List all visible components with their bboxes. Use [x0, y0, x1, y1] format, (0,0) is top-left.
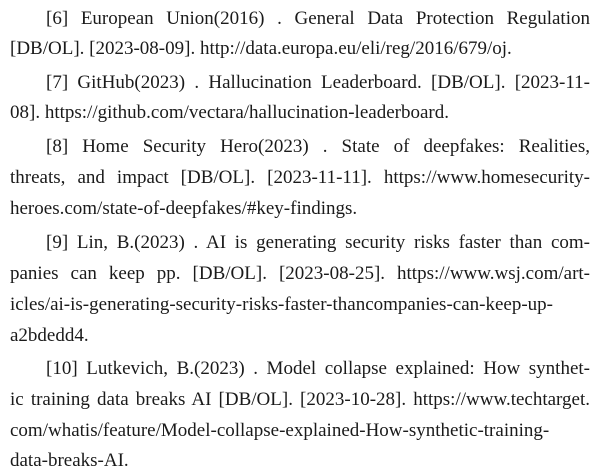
reference-line: data-breaks-AI. [10, 450, 129, 471]
reference-line: [DB/OL]. [2023-08-09]. http://data.europa.eu/eli/reg/2016/679/oj. [10, 38, 512, 59]
reference-line: icles/ai-is-generating-security-risks-faster-thancompanies-can-keep-up- [10, 294, 553, 315]
reference-line: com/whatis/feature/Model-collapse-explained-How-synthetic-training- [10, 420, 550, 441]
reference-line: ic training data breaks AI [DB/OL]. [2023-10-28]. https://www.techtarget. [10, 389, 590, 410]
reference-line: a2bdedd4. [10, 325, 89, 346]
reference-line: 08]. https://github.com/vectara/hallucination-leaderboard. [10, 102, 449, 123]
reference-line: threats, and impact [DB/OL]. [2023-11-11]. https://www.homesecurity- [10, 167, 590, 188]
reference-line: [10] Lutkevich, B.(2023) . Model collapse explained: How synthet- [46, 358, 590, 379]
reference-line: [7] GitHub(2023) . Hallucination Leaderboard. [DB/OL]. [2023-11- [46, 72, 590, 93]
reference-line: [9] Lin, B.(2023) . AI is generating security risks faster than com- [46, 232, 590, 253]
reference-line: panies can keep pp. [DB/OL]. [2023-08-25]. https://www.wsj.com/art- [10, 263, 590, 284]
reference-line: heroes.com/state-of-deepfakes/#key-findings. [10, 198, 358, 219]
reference-line: [8] Home Security Hero(2023) . State of deepfakes: Realities, [46, 136, 590, 157]
reference-line: [6] European Union(2016) . General Data Protection Regulation [46, 8, 590, 29]
